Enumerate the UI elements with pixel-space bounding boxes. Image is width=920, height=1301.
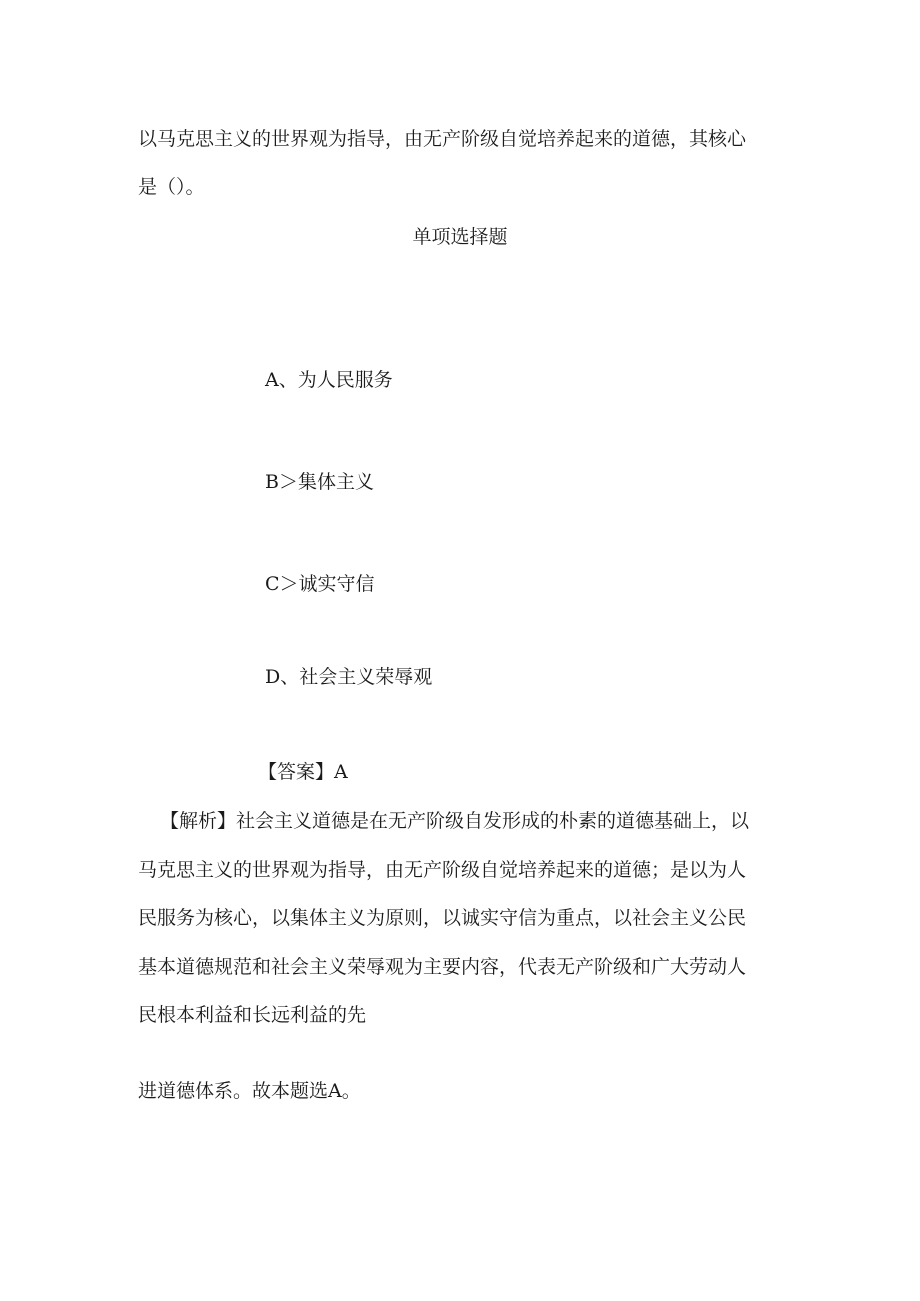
question-text-line-1: 以马克思主义的世界观为指导，由无产阶级自觉培养起来的道德，其核心: [138, 128, 747, 150]
option-a: A、为人民服务: [265, 369, 393, 391]
explanation-line-4: 基本道德规范和社会主义荣辱观为主要内容，代表无产阶级和广大劳动人: [138, 956, 747, 978]
question-text-line-2: 是（）。: [138, 176, 205, 198]
option-d: D、社会主义荣辱观: [265, 666, 433, 688]
question-type-label: 单项选择题: [412, 226, 508, 248]
option-b: B＞集体主义: [265, 471, 374, 493]
explanation-line-5: 民根本利益和长远利益的先: [138, 1004, 367, 1026]
explanation-line-3: 民服务为核心，以集体主义为原则，以诚实守信为重点，以社会主义公民: [138, 907, 747, 929]
explanation-line-6: 进道德体系。故本题选A。: [138, 1080, 361, 1102]
explanation-line-1: 【解析】社会主义道德是在无产阶级自发形成的朴素的道德基础上，以: [160, 810, 750, 832]
option-c: C＞诚实守信: [265, 573, 375, 595]
explanation-line-2: 马克思主义的世界观为指导，由无产阶级自觉培养起来的道德；是以为人: [138, 859, 747, 881]
answer-text: 【答案】A: [258, 761, 348, 783]
